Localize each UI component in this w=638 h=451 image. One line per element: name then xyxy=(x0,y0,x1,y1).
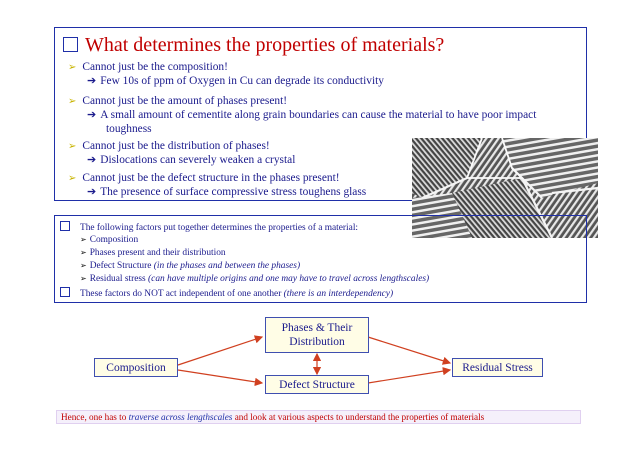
arrow-phases-to-residual xyxy=(368,337,450,363)
point-text: Cannot just be the distribution of phases! xyxy=(82,140,270,152)
arrowhead-bullet-icon: ➢ xyxy=(80,235,87,244)
interdependency-note: (there is an interdependency) xyxy=(283,289,394,299)
right-arrow-icon: ➔ xyxy=(87,154,97,166)
node-defect-structure xyxy=(265,375,369,394)
arrowhead-bullet-icon: ➢ xyxy=(68,141,77,152)
footer-text: Hence, one has to xyxy=(61,412,129,422)
node-label: Phases & Their xyxy=(281,322,353,334)
right-arrow-icon: ➔ xyxy=(87,75,97,87)
sub-point-text: Few 10s of ppm of Oxygen in Cu can degrade its conductivity xyxy=(100,75,384,87)
interdependency-text: These factors do NOT act independent of one another xyxy=(80,289,284,299)
node-label: Composition xyxy=(106,362,166,374)
sub-point-text: A small amount of cementite along grain boundaries can cause the material to have poor impact xyxy=(100,109,537,121)
node-label: Residual Stress xyxy=(462,362,533,374)
factor-text: Composition xyxy=(89,235,139,245)
factor-text: Defect Structure xyxy=(89,261,154,271)
node-composition xyxy=(94,358,178,377)
point-text: Cannot just be the composition! xyxy=(82,61,228,73)
point-text: Cannot just be the amount of phases present! xyxy=(82,95,288,107)
footer-emphasis: traverse across lengthscales xyxy=(128,412,233,422)
node-residual-stress xyxy=(452,358,543,377)
arrowhead-bullet-icon: ➢ xyxy=(68,173,77,184)
factor-text: Residual stress xyxy=(89,274,149,284)
sub-point-text: The presence of surface compressive stress toughens glass xyxy=(100,186,367,198)
right-arrow-icon: ➔ xyxy=(87,186,97,198)
arrow-defect-to-residual xyxy=(368,370,450,383)
sub-point-text: Dislocations can severely weaken a crystal xyxy=(100,154,296,166)
arrowhead-bullet-icon: ➢ xyxy=(68,62,77,73)
footer-text: and look at various aspects to understand the properties of materials xyxy=(232,412,485,422)
arrowhead-bullet-icon: ➢ xyxy=(80,261,87,270)
factors-intro-text: The following factors put together determines the properties of a material: xyxy=(80,223,359,233)
arrowhead-bullet-icon: ➢ xyxy=(80,274,87,283)
conclusion-footer xyxy=(56,410,581,424)
factor-note: (in the phases and between the phases) xyxy=(153,261,301,271)
factor-note: (can have multiple origins and one may have to travel across lengthscales) xyxy=(148,274,430,284)
node-label: Defect Structure xyxy=(279,379,355,391)
arrowhead-bullet-icon: ➢ xyxy=(80,248,87,257)
slide-title-text: What determines the properties of materials? xyxy=(85,34,445,56)
point-text: Cannot just be the defect structure in the phases present! xyxy=(82,172,340,184)
arrow-composition-to-defect xyxy=(178,370,262,383)
arrow-composition-to-phases xyxy=(178,337,262,365)
right-arrow-icon: ➔ xyxy=(87,109,97,121)
sub-point-text: toughness xyxy=(106,123,152,135)
arrowhead-bullet-icon: ➢ xyxy=(68,96,77,107)
node-phases-distribution xyxy=(265,317,369,353)
factor-text: Phases present and their distribution xyxy=(89,248,226,258)
node-label: Distribution xyxy=(289,336,345,348)
